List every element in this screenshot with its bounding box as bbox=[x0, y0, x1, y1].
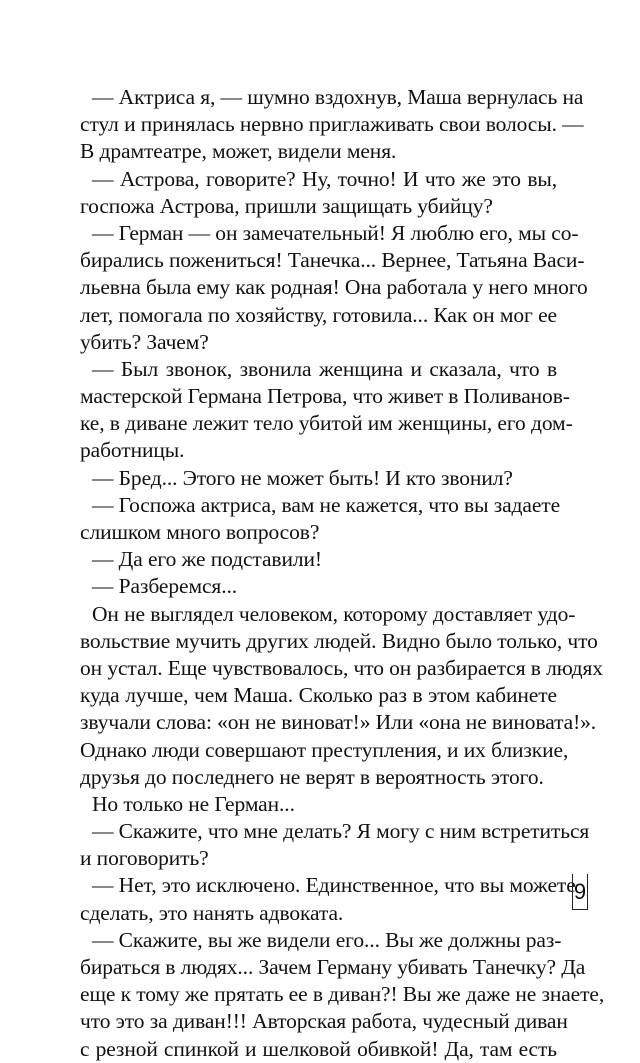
text-line: стул и принялась нервно приглаживать свои волосы. — bbox=[80, 112, 584, 137]
book-page-text bbox=[80, 84, 605, 1061]
text-line: слишком много вопросов? bbox=[80, 520, 320, 544]
page-number: 9 bbox=[573, 878, 587, 904]
text-line: Он не выглядел человеком, которому доставляет удо- bbox=[92, 601, 576, 626]
text-line: В драмтеатре, может, видели меня. bbox=[80, 139, 397, 164]
text-line: — Да его же подставили! bbox=[92, 547, 322, 572]
text-line: звучали слова: «он не виноват!» Или «она не виновата!». bbox=[80, 710, 597, 735]
text-line: льевна была ему как родная! Она работала у него много bbox=[80, 275, 588, 300]
text-line: госпожа Астрова, пришли защищать убийцу? bbox=[80, 193, 493, 218]
text-line: — Разберемся... bbox=[92, 574, 238, 599]
text-line: лет, помогала по хозяйству, готовила... Как он мог ее bbox=[80, 302, 557, 327]
text-line: и поговорить? bbox=[80, 846, 209, 871]
text-line: бираться в людях... Зачем Герману убивать Танечку? Да bbox=[80, 955, 586, 979]
text-line: ке, в диване лежит тело убитой им женщины, его дом- bbox=[80, 411, 573, 436]
text-line: с резной спинкой и шелковой обивкой! Да, там есть bbox=[80, 1036, 557, 1061]
text-line: еще к тому же прятать ее в диван?! Вы же даже не знаете, bbox=[80, 982, 605, 1007]
text-line: сделать, это нанять адвоката. bbox=[80, 900, 344, 925]
page-number-box bbox=[572, 874, 588, 910]
text-line: — Был звонок, звонила женщина и сказала, что в bbox=[92, 356, 557, 381]
text-line: — Астрова, говорите? Ну, точно! И что же это вы, bbox=[92, 166, 557, 191]
text-line: — Бред... Этого не может быть! И кто звонил? bbox=[92, 465, 513, 490]
text-line: — Скажите, что мне делать? Я могу с ним встретиться bbox=[92, 819, 590, 844]
text-line: он устал. Еще чувствовалось, что он разбирается в людях bbox=[80, 655, 603, 680]
text-line: — Нет, это исключено. Единственное, что вы можете bbox=[92, 873, 576, 898]
text-line: куда лучше, чем Маша. Сколько раз в этом кабинете bbox=[80, 683, 557, 708]
text-line: мастерской Германа Петрова, что живет в Поливанов- bbox=[80, 384, 570, 409]
text-line: друзья до последнего не верят в вероятность этого. bbox=[80, 764, 544, 789]
text-line: Однако люди совершают преступления, и их близкие, bbox=[80, 737, 569, 762]
text-line: работницы. bbox=[80, 438, 185, 463]
text-line: что это за диван!!! Авторская работа, чудесный диван bbox=[80, 1009, 568, 1034]
text-line: убить? Зачем? bbox=[80, 329, 209, 354]
text-line: — Скажите, вы же видели его... Вы же должны раз- bbox=[92, 927, 562, 952]
text-line: — Герман — он замечательный! Я люблю его, мы со- bbox=[92, 220, 579, 245]
text-line: — Актриса я, — шумно вздохнув, Маша вернулась на bbox=[92, 85, 584, 109]
text-line: бирались пожениться! Танечка... Вернее, Татьяна Васи- bbox=[80, 248, 585, 273]
text-line: — Госпожа актриса, вам не кажется, что вы задаете bbox=[92, 492, 561, 517]
text-line: Но только не Герман... bbox=[92, 791, 295, 816]
text-line: вольствие мучить других людей. Видно было только, что bbox=[80, 628, 598, 653]
